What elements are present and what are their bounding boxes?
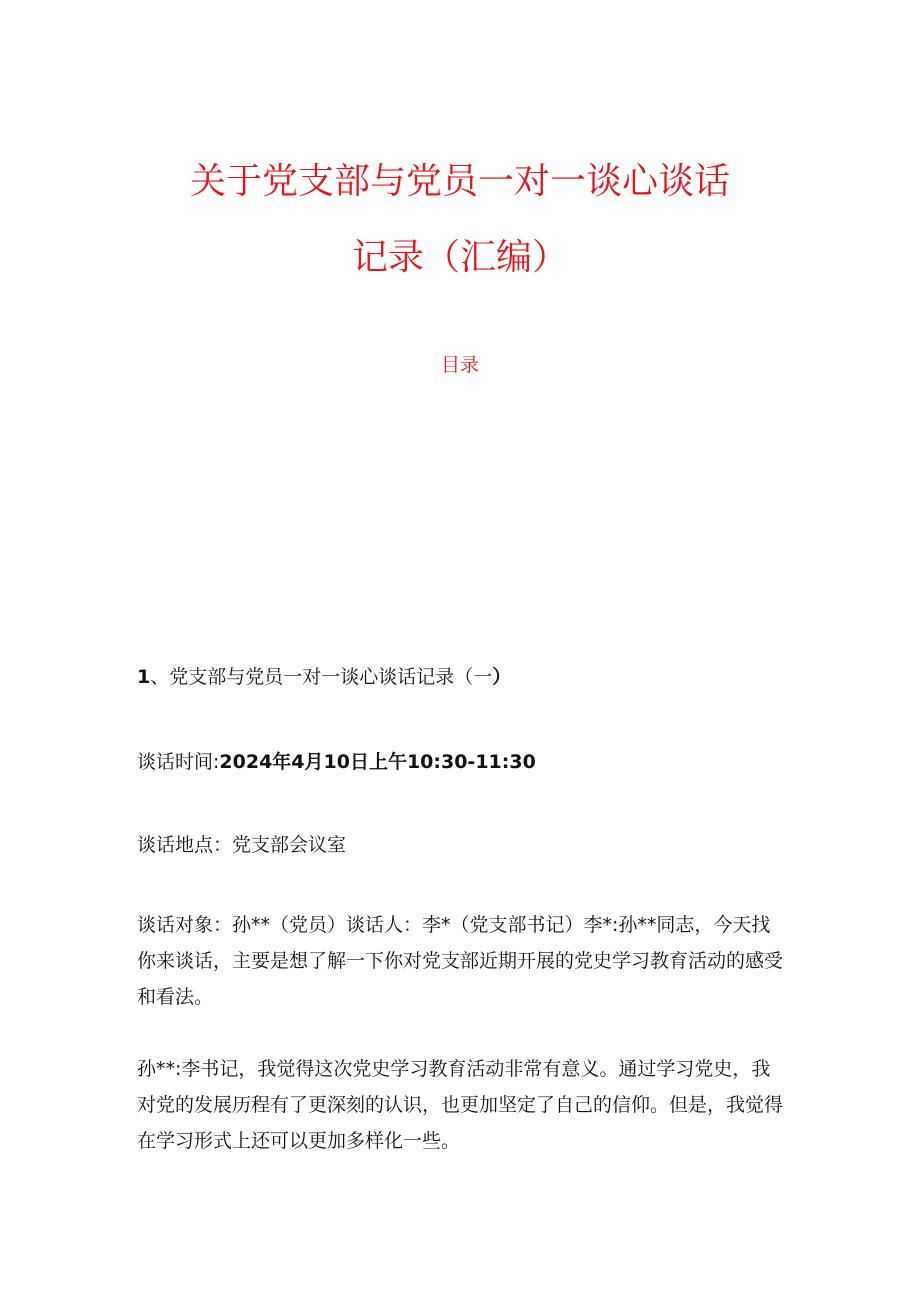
talk-time-paragraph bbox=[137, 744, 787, 780]
section-heading-close: ） bbox=[492, 666, 512, 688]
section-number: 1 bbox=[137, 666, 151, 688]
talk-location-paragraph: 谈话地点：党支部会议室 bbox=[137, 834, 347, 856]
talk-time-label: 谈话时间: bbox=[137, 751, 220, 773]
member-reply-paragraph: 孙**:李书记，我觉得这次党史学习教育活动非常有意义。通过学习党史，我对党的发展历程有了更深刻的认识，也更加坚定了自己的信仰。但是，我觉得在学习形式上还可以更加多样化一些。 bbox=[137, 1058, 784, 1152]
section-heading-text: 、党支部与党员一对一谈心谈话记录（ bbox=[150, 666, 474, 688]
section-heading bbox=[137, 664, 511, 690]
toc-heading: 目录 bbox=[440, 354, 479, 376]
document-title-line-2: 记录（汇编） bbox=[351, 237, 568, 278]
talk-time-value: 2024年4月10日上午10:30-11:30 bbox=[219, 751, 536, 773]
section-heading-suffix: 一 bbox=[473, 666, 493, 688]
talk-participants-paragraph: 谈话对象：孙**（党员）谈话人：李*（党支部书记）李*:孙**同志，今天找你来谈话，主要是想了解一下你对党支部近期开展的党史学习教育活动的感受和看法。 bbox=[137, 914, 784, 1008]
document-title-line-1: 关于党支部与党员一对一谈心谈话 bbox=[189, 161, 730, 202]
